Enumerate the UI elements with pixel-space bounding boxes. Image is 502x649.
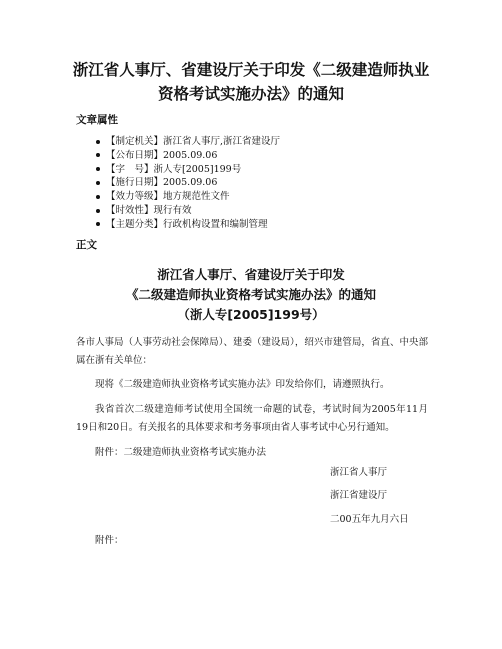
attribute-text: 【施行日期】2005.09.06 xyxy=(106,177,218,189)
document-title-line-1: 浙江省人事厅、省建设厅关于印发《二级建造师执业 xyxy=(72,61,430,79)
bullet-icon xyxy=(96,209,100,213)
body-title-line-2: 《二级建造师执业资格考试实施办法》的通知 xyxy=(125,287,376,302)
document-title-line-2: 资格考试实施办法》的通知 xyxy=(157,85,344,103)
attachment-line: 附件：二级建造师执业资格考试实施办法 xyxy=(95,447,267,458)
attribute-item xyxy=(96,149,280,163)
signature-date: 二00五年九月六日 xyxy=(330,514,409,525)
body-paragraph-2: 我省首次二级建造师考试使用全国统一命题的试卷，考试时间为2005年11月19日和20日。有关报名的具体要求和考务事项由省人事考试中心另行通知。 xyxy=(76,404,428,433)
signature-hr-dept: 浙江省人事厅 xyxy=(330,467,388,478)
attribute-item xyxy=(96,190,280,204)
body-title-line-1: 浙江省人事厅、省建设厅关于印发 xyxy=(157,267,345,282)
body-paragraph-1: 现将《二级建造师执业资格考试实施办法》印发给你们，请遵照执行。 xyxy=(95,379,390,390)
attribute-item xyxy=(96,176,280,190)
signature-construction-dept: 浙江省建设厅 xyxy=(330,490,388,501)
bullet-icon xyxy=(96,153,100,157)
attribute-text: 【字 号】浙人专[2005]199号 xyxy=(106,163,242,175)
bullet-icon xyxy=(96,181,100,185)
bullet-icon xyxy=(96,140,100,144)
addressee-paragraph: 各市人事局（人事劳动社会保障局）、建委（建设局），绍兴市建管局，省直、中央部属在浙有关单位： xyxy=(76,337,428,366)
attachment-label: 附件： xyxy=(95,535,124,546)
attribute-text: 【公布日期】2005.09.06 xyxy=(106,149,218,161)
attribute-item xyxy=(96,204,280,218)
attribute-text: 【主题分类】行政机构设置和编制管理 xyxy=(106,218,268,230)
attribute-text: 【效力等级】地方规范性文件 xyxy=(106,191,230,203)
body-title-line-3: （浙人专[2005]199号） xyxy=(177,307,325,322)
attribute-text: 【制定机关】浙江省人事厅,浙江省建设厅 xyxy=(106,136,281,147)
attributes-heading: 文章属性 xyxy=(76,114,118,126)
document-title xyxy=(60,58,442,106)
attribute-text: 【时效性】现行有效 xyxy=(106,204,192,216)
attribute-item xyxy=(96,135,280,149)
body-title xyxy=(60,265,442,325)
attribute-item xyxy=(96,218,280,232)
body-heading: 正文 xyxy=(76,239,97,251)
bullet-icon xyxy=(96,195,100,199)
attributes-list xyxy=(96,135,280,232)
bullet-icon xyxy=(96,167,100,171)
attribute-item xyxy=(96,163,280,177)
bullet-icon xyxy=(96,222,100,226)
